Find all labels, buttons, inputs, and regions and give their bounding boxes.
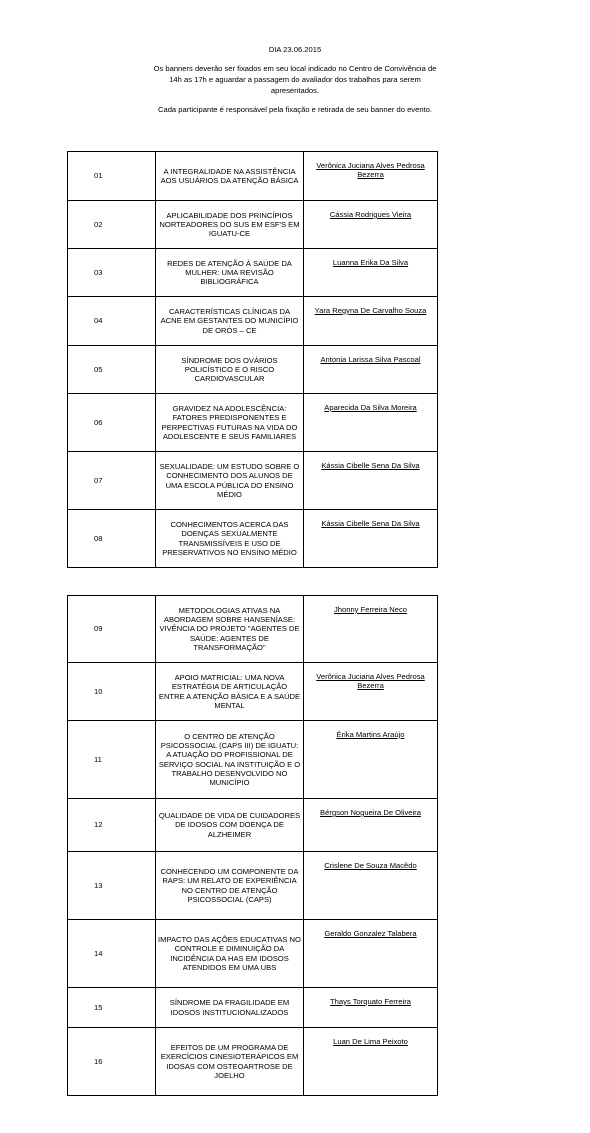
responsibility-note: Cada participante é responsável pela fixação e retirada de seu banner do evento. <box>158 105 432 114</box>
instruction-line: apresentados. <box>270 86 320 95</box>
table-row <box>68 799 438 852</box>
table-row <box>68 852 438 920</box>
date-line: DIA 23.06.2015 <box>268 45 322 54</box>
table-row <box>68 201 438 249</box>
work-title: METODOLOGIAS ATIVAS NA ABORDAGEM SOBRE HANSENÍASE: VIVÊNCIA DO PROJETO "AGENTES DE SAÚDE: AGENTES DE TRANSFORMAÇÃO" <box>156 596 304 663</box>
banner-table-2 <box>67 595 438 1096</box>
instruction-paragraph <box>125 63 465 96</box>
instruction-line: Os banners deverão ser fixados em seu local indicado no Centro de Convivência de <box>153 64 437 73</box>
entry-number: 02 <box>68 201 156 249</box>
author-name: Bérgson Nogueira De Oliveira <box>304 799 438 852</box>
work-title: SÍNDROME DOS OVÁRIOS POLICÍSTICO E O RISCO CARDIOVASCULAR <box>156 346 304 394</box>
table-row <box>68 152 438 201</box>
work-title: CONHECIMENTOS ACERCA DAS DOENÇAS SEXUALMENTE TRANSMISSÍVEIS E USO DE PRESERVATIVOS NO ENSINO MÉDIO <box>156 510 304 568</box>
work-title: GRAVIDEZ NA ADOLESCÊNCIA: FATORES PREDISPONENTES E PERPECTIVAS FUTURAS NA VIDA DO ADOLESCENTE E SEUS FAMILIARES <box>156 394 304 452</box>
author-name: Jhonny Ferreira Neco <box>304 596 438 663</box>
table-row <box>68 721 438 799</box>
entry-number: 13 <box>68 852 156 920</box>
entry-number: 11 <box>68 721 156 799</box>
table-row <box>68 1028 438 1096</box>
work-title: APOIO MATRICIAL: UMA NOVA ESTRATÉGIA DE ARTICULAÇÃO ENTRE A ATENÇÃO BÁSICA E A SAÚDE MENTAL <box>156 663 304 721</box>
table-row <box>68 663 438 721</box>
author-name: Antonia Larissa Silva Pascoal <box>304 346 438 394</box>
author-name: Crislene De Souza Macêdo <box>304 852 438 920</box>
table-row <box>68 297 438 346</box>
table-row <box>68 346 438 394</box>
work-title: CARACTERÍSTICAS CLÍNICAS DA ACNE EM GESTANTES DO MUNICÍPIO DE ORÓS – CE <box>156 297 304 346</box>
table-row <box>68 920 438 988</box>
author-name: Geraldo Gonzalez Talabera <box>304 920 438 988</box>
author-name: Kássia Cibelle Sena Da Silva <box>304 510 438 568</box>
entry-number: 05 <box>68 346 156 394</box>
entry-number: 04 <box>68 297 156 346</box>
entry-number: 09 <box>68 596 156 663</box>
entry-number: 15 <box>68 988 156 1028</box>
work-title: REDES DE ATENÇÃO À SAÚDE DA MULHER: UMA REVISÃO BIBLIOGRÁFICA <box>156 249 304 297</box>
author-name: Luan De Lima Peixoto <box>304 1028 438 1096</box>
table-row <box>68 510 438 568</box>
entry-number: 01 <box>68 152 156 201</box>
author-name: Aparecida Da Silva Moreira <box>304 394 438 452</box>
author-name: Verônica Juciana Alves Pedrosa Bezerra <box>304 152 438 201</box>
table-row <box>68 452 438 510</box>
author-name: Thays Torquato Ferreira <box>304 988 438 1028</box>
entry-number: 03 <box>68 249 156 297</box>
table-row <box>68 394 438 452</box>
author-name: Luanna Erika Da Silva <box>304 249 438 297</box>
page-header <box>0 44 590 115</box>
work-title: CONHECENDO UM COMPONENTE DA RAPS: UM RELATO DE EXPERIÊNCIA NO CENTRO DE ATENÇÃO PSICOSSOCIAL (CAPS) <box>156 852 304 920</box>
table-row <box>68 988 438 1028</box>
author-name: Verônica Juciana Alves Pedrosa Bezerra <box>304 663 438 721</box>
banner-table-1 <box>67 151 438 568</box>
work-title: IMPACTO DAS AÇÕES EDUCATIVAS NO CONTROLE E DIMINUIÇÃO DA INCIDÊNCIA DA HAS EM IDOSOS ATENDIDOS EM UMA UBS <box>156 920 304 988</box>
author-name: Cássia Rodrigues Vieira <box>304 201 438 249</box>
work-title: SEXUALIDADE: UM ESTUDO SOBRE O CONHECIMENTO DOS ALUNOS DE UMA ESCOLA PÚBLICA DO ENSINO MÉDIO <box>156 452 304 510</box>
entry-number: 07 <box>68 452 156 510</box>
work-title: QUALIDADE DE VIDA DE CUIDADORES DE IDOSOS COM DOENÇA DE ALZHEIMER <box>156 799 304 852</box>
entry-number: 14 <box>68 920 156 988</box>
author-name: Yara Regyna De Carvalho Souza <box>304 297 438 346</box>
instruction-line: 14h as 17h e aguardar a passagem do avaliador dos trabalhos para serem <box>169 75 421 84</box>
author-name: Érika Martins Araújo <box>304 721 438 799</box>
entry-number: 10 <box>68 663 156 721</box>
work-title: SÍNDROME DA FRAGILIDADE EM IDOSOS INSTITUCIONALIZADOS <box>156 988 304 1028</box>
work-title: A INTEGRALIDADE NA ASSISTÊNCIA AOS USUÁRIOS DA ATENÇÃO BÁSICA <box>156 152 304 201</box>
table-row <box>68 596 438 663</box>
table-row <box>68 249 438 297</box>
work-title: APLICABILIDADE DOS PRINCÍPIOS NORTEADORES DO SUS EM ESF'S EM IGUATU-CE <box>156 201 304 249</box>
entry-number: 12 <box>68 799 156 852</box>
entry-number: 06 <box>68 394 156 452</box>
entry-number: 16 <box>68 1028 156 1096</box>
work-title: EFEITOS DE UM PROGRAMA DE EXERCÍCIOS CINESIOTERÁPICOS EM IDOSAS COM OSTEOARTROSE DE JOELHO <box>156 1028 304 1096</box>
author-name: Kássia Cibelle Sena Da Silva <box>304 452 438 510</box>
work-title: O CENTRO DE ATENÇÃO PSICOSSOCIAL (CAPS III) DE IGUATU: A ATUAÇÃO DO PROFISSIONAL DE SERVIÇO SOCIAL NA INSTITUIÇÃO E O TRABALHO DESENVOLVIDO NO MUNICÍPIO <box>156 721 304 799</box>
entry-number: 08 <box>68 510 156 568</box>
